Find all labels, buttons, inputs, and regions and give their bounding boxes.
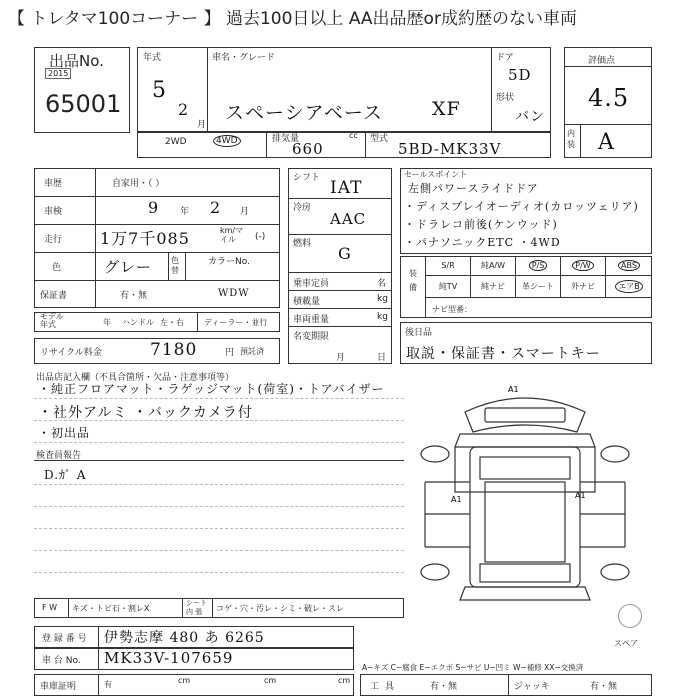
sales-point-4: ・パナソニックETC ・4WD bbox=[404, 236, 561, 249]
recycle-note: 預託済 bbox=[240, 347, 264, 356]
damage-mark-roof: A1 bbox=[508, 385, 519, 394]
sales-point-3: ・ドラレコ前後(ケンウッド) bbox=[404, 218, 558, 231]
displacement-value: 660 bbox=[292, 140, 324, 158]
lot-number: 65001 bbox=[45, 90, 122, 118]
color-code-value: WDW bbox=[218, 288, 250, 299]
jack-label: ジャッキ bbox=[514, 682, 550, 692]
inspector-value: D.ｶﾞ A bbox=[44, 468, 87, 482]
lot-year-stamp: 2015 bbox=[45, 68, 71, 79]
warranty-value: 有・無 bbox=[120, 291, 148, 301]
registration-value: 伊勢志摩 480 あ 6265 bbox=[104, 630, 265, 646]
door-value: 5D bbox=[508, 66, 532, 84]
month-unit: 月 bbox=[197, 120, 207, 130]
fw-text: キズ・トビ石・割レX bbox=[72, 604, 150, 613]
name-label: 車名・グレード bbox=[212, 53, 276, 63]
model-row-label: モデル 年式 bbox=[40, 312, 64, 329]
mileage-unit: km/マイル bbox=[220, 226, 244, 244]
notes-line-1: ・純正フロアマット・ラゲッジマット(荷室)・トアバイザー bbox=[38, 382, 385, 396]
model-value: 5BD-MK33V bbox=[398, 140, 502, 158]
shape-value: バン bbox=[515, 109, 545, 125]
color-code-label: カラーNo. bbox=[208, 257, 250, 267]
color-change-label: 色替 bbox=[171, 256, 179, 275]
spare-label: スペア bbox=[614, 639, 638, 648]
weight-label: 車両重量 bbox=[293, 315, 330, 325]
year-label: 年式 bbox=[143, 53, 162, 63]
sales-point-1: 左側パワースライドドア bbox=[408, 182, 539, 195]
tools-value: 有・無 bbox=[430, 682, 458, 692]
equip-ps: P/S bbox=[529, 260, 548, 271]
chassis-label: 車 台 No. bbox=[42, 656, 81, 666]
rear-items-value: 取説・保証書・スマートキー bbox=[406, 346, 601, 362]
cert-value-2: cm bbox=[178, 676, 191, 685]
seat-label: シート 内 張 bbox=[186, 599, 207, 616]
damage-mark-left: A1 bbox=[451, 495, 462, 504]
mileage-value: 1万7千085 bbox=[100, 229, 190, 248]
inspection-year-unit: 年 bbox=[180, 207, 190, 217]
damage-legend: A−キズ C−腐食 E−エクボ S−サビ U−凹ミ W−補修 XX−交換済 bbox=[362, 663, 584, 672]
equip-aw: 純A/W bbox=[480, 261, 506, 270]
cooler-value: AAC bbox=[330, 210, 367, 228]
inspection-month-unit: 月 bbox=[240, 207, 250, 217]
equip-tv: 純TV bbox=[438, 282, 458, 291]
inspection-year: 9 bbox=[148, 198, 160, 217]
equip-airbag: エアB bbox=[615, 280, 643, 293]
door-label: ドア bbox=[496, 53, 514, 63]
notes-label: 出品店記入欄（不具合箇所・欠品・注意事項等） bbox=[36, 373, 235, 383]
handle-value: 左・右 bbox=[160, 318, 184, 327]
damage-mark-right: A1 bbox=[575, 491, 586, 500]
equip-pw: P/W bbox=[572, 260, 593, 271]
shape-label: 形状 bbox=[496, 93, 515, 103]
car-damage-diagram bbox=[405, 372, 655, 604]
change-day: 日 bbox=[377, 353, 387, 363]
weight-unit: kg bbox=[377, 312, 388, 322]
color-label: 色 bbox=[52, 263, 62, 273]
load-label: 積載量 bbox=[293, 297, 321, 307]
cert-value-1: 有 bbox=[104, 680, 112, 689]
notes-line-2: ・社外アルミ ・バックカメラ付 bbox=[38, 405, 253, 421]
mileage-label: 走行 bbox=[44, 235, 63, 245]
capacity-label: 乗車定員 bbox=[293, 279, 330, 289]
cert-row bbox=[34, 674, 354, 696]
model-label: 型式 bbox=[370, 134, 389, 144]
cooler-label: 冷房 bbox=[293, 203, 312, 213]
equip-ext-navi: 外ナビ bbox=[571, 282, 595, 291]
spare-tire-icon bbox=[618, 604, 642, 628]
change-label: 名変期限 bbox=[293, 332, 330, 342]
model-year-unit: 年 bbox=[103, 318, 111, 327]
shift-value: IAT bbox=[330, 178, 363, 198]
inspection-label: 車検 bbox=[44, 207, 63, 217]
drive-4wd: 4WD bbox=[213, 135, 241, 147]
inspection-month: 2 bbox=[210, 198, 222, 217]
capacity-unit: 名 bbox=[377, 279, 387, 289]
interior-label: 内装 bbox=[567, 129, 575, 149]
rear-items-label: 後日品 bbox=[405, 328, 433, 338]
recycle-label: リサイクル料金 bbox=[40, 348, 102, 358]
cc-unit: cc bbox=[349, 131, 358, 140]
sales-points-label: セールスポイント bbox=[404, 170, 468, 179]
sales-point-2: ・ディスプレイオーディオ(カロッツェリア) bbox=[404, 200, 639, 213]
recycle-unit: 円 bbox=[225, 348, 235, 358]
cert-value-3: cm bbox=[264, 676, 277, 685]
seat-text: コゲ・穴・汚レ・シミ・破レ・スレ bbox=[216, 604, 344, 613]
registration-label: 登 録 番 号 bbox=[42, 634, 87, 644]
fw-label: F W bbox=[42, 603, 58, 612]
score-value: 4.5 bbox=[588, 84, 630, 112]
car-history-value: 自家用・（ ） bbox=[112, 179, 165, 189]
cert-label: 車庫証明 bbox=[40, 682, 77, 692]
grade-value: XF bbox=[432, 98, 461, 120]
lot-box bbox=[34, 47, 130, 133]
fuel-value: G bbox=[338, 244, 352, 263]
inspector-label: 検査員報告 bbox=[36, 451, 82, 461]
cert-value-4: cm bbox=[338, 676, 351, 685]
equip-navi: 純ナビ bbox=[481, 282, 505, 291]
navi-model-label: ナビ型番： bbox=[432, 305, 472, 314]
banner-title: 【 トレタマ100コーナー 】 過去100日以上 AA出品歴or成約歴のない車両 bbox=[8, 9, 577, 29]
change-month: 月 bbox=[336, 353, 346, 363]
score-label: 評価点 bbox=[588, 56, 616, 66]
name-value: スペーシアベース bbox=[225, 102, 383, 124]
shift-label: シフト bbox=[293, 173, 321, 183]
fuel-label: 燃料 bbox=[293, 239, 312, 249]
notes-line-3: ・初出品 bbox=[38, 426, 91, 440]
month-value: 2 bbox=[178, 100, 190, 119]
chassis-value: MK33V-107659 bbox=[104, 649, 234, 667]
displacement-label: 排気量 bbox=[272, 134, 300, 144]
equip-leather: 革シート bbox=[522, 282, 554, 291]
equipment-label: 装備 bbox=[409, 269, 417, 292]
color-value: グレー bbox=[104, 258, 153, 276]
lot-label: 出品No. bbox=[49, 52, 104, 70]
tools-label: 工具 bbox=[370, 682, 401, 692]
interior-value: A bbox=[598, 130, 615, 155]
load-unit: kg bbox=[377, 294, 388, 304]
recycle-value: 7180 bbox=[150, 340, 198, 360]
drive-2wd: 2WD bbox=[165, 137, 187, 147]
warranty-label: 保証書 bbox=[40, 291, 68, 301]
equip-sr: S/R bbox=[441, 261, 455, 270]
year-value: 5 bbox=[152, 78, 167, 103]
jack-value: 有・無 bbox=[590, 682, 618, 692]
handle-label: ハンドル bbox=[122, 318, 154, 327]
equip-abs: ABS bbox=[618, 260, 640, 271]
dealer-label: ディーラー・並行 bbox=[204, 318, 268, 327]
mileage-paren: (-) bbox=[255, 232, 266, 242]
car-history-label: 車歴 bbox=[44, 179, 63, 189]
